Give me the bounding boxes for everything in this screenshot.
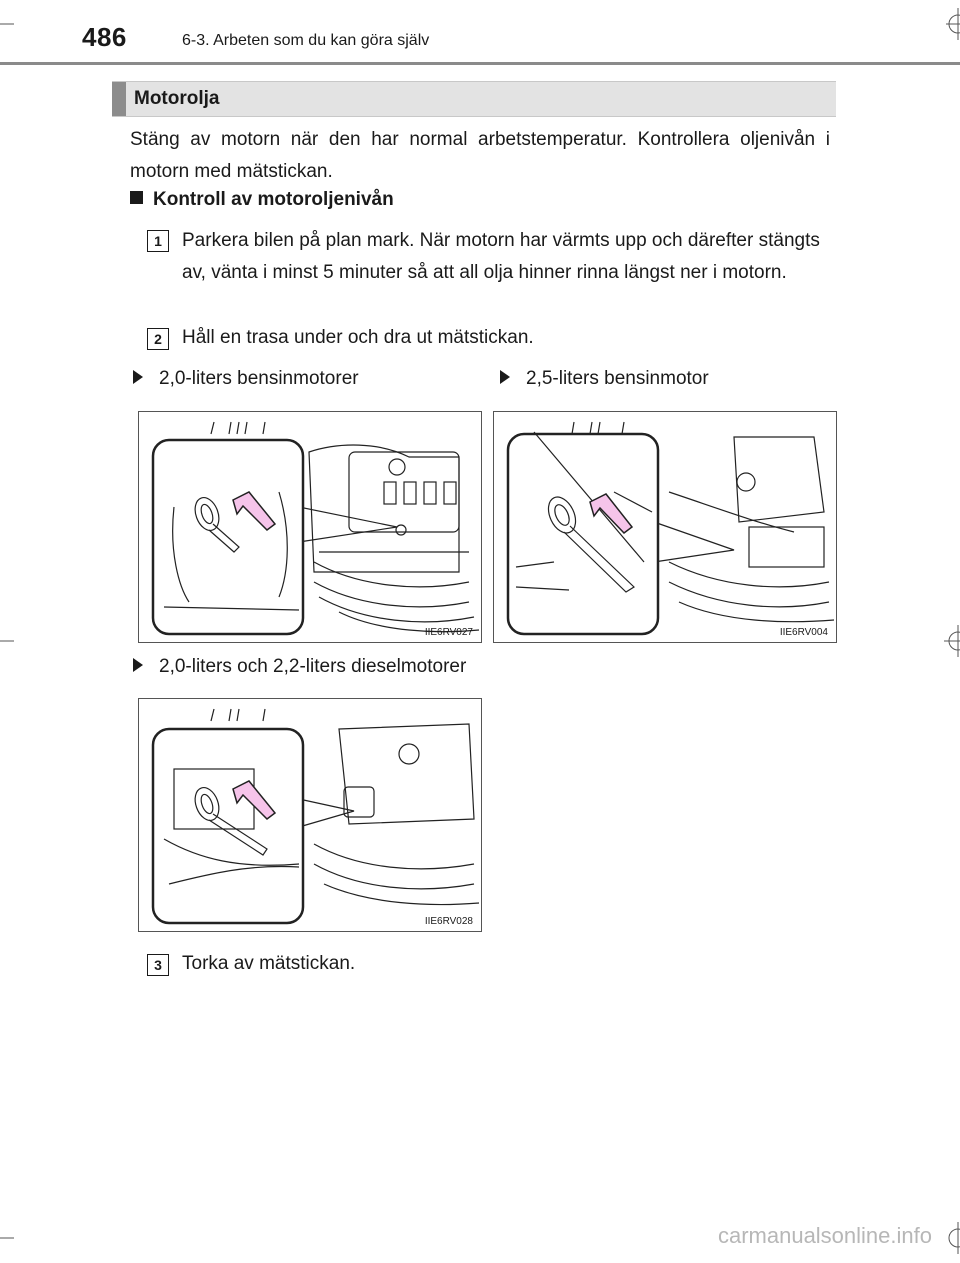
intro-paragraph: Stäng av motorn när den har normal arbetstemperatur. Kontrollera oljenivån i motorn med mätstickan.	[130, 129, 830, 182]
section-heading: Motorolja	[134, 88, 220, 109]
header-divider	[0, 62, 960, 65]
figure-label-3	[133, 656, 466, 678]
step-text-1: Parkera bilen på plan mark. När motorn har värmts upp och därefter stängts av, vänta i minst 5 minuter så att all olja hinner rinna längst ner i motorn.	[182, 230, 820, 283]
engine-illustration-2	[494, 412, 836, 642]
step-number-1: 1	[147, 230, 169, 252]
figure-label-text-2: 2,5-liters bensinmotor	[526, 368, 709, 389]
figure-label-1	[133, 368, 359, 390]
square-bullet-icon	[130, 191, 143, 204]
figure-code-1: IIE6RV027	[424, 627, 473, 638]
figure-label-text-3: 2,0-liters och 2,2-liters dieselmotorer	[159, 656, 467, 677]
figure-code-3: IIE6RV028	[424, 916, 473, 927]
figure-label-2	[500, 368, 709, 390]
section-heading-bar	[112, 81, 836, 117]
engine-illustration-1	[139, 412, 481, 642]
step-number-2: 2	[147, 328, 169, 350]
subsection-title: Kontroll av motoroljenivån	[153, 189, 394, 210]
subsection-heading	[130, 189, 394, 211]
section-heading-accent	[112, 82, 126, 116]
figure-label-text-1: 2,0-liters bensinmotorer	[159, 368, 359, 389]
page-number: 486	[82, 22, 127, 52]
intro-paragraph-spacer	[130, 124, 830, 188]
figure-illustration-2	[493, 411, 837, 643]
step-number-3: 3	[147, 954, 169, 976]
arrow-right-icon	[500, 370, 510, 384]
step-text-2: Håll en trasa under och dra ut mätstickan.	[182, 327, 534, 348]
step-text-3: Torka av mätstickan.	[182, 953, 356, 974]
engine-illustration-3	[139, 699, 481, 931]
figure-illustration-3	[138, 698, 482, 932]
figure-code-2: IIE6RV004	[779, 627, 828, 638]
watermark: carmanualsonline.info	[717, 1223, 932, 1248]
header-section-title: 6-3. Arbeten som du kan göra själv	[182, 32, 430, 49]
arrow-right-icon	[133, 370, 143, 384]
arrow-right-icon	[133, 658, 143, 672]
figure-illustration-1	[138, 411, 482, 643]
